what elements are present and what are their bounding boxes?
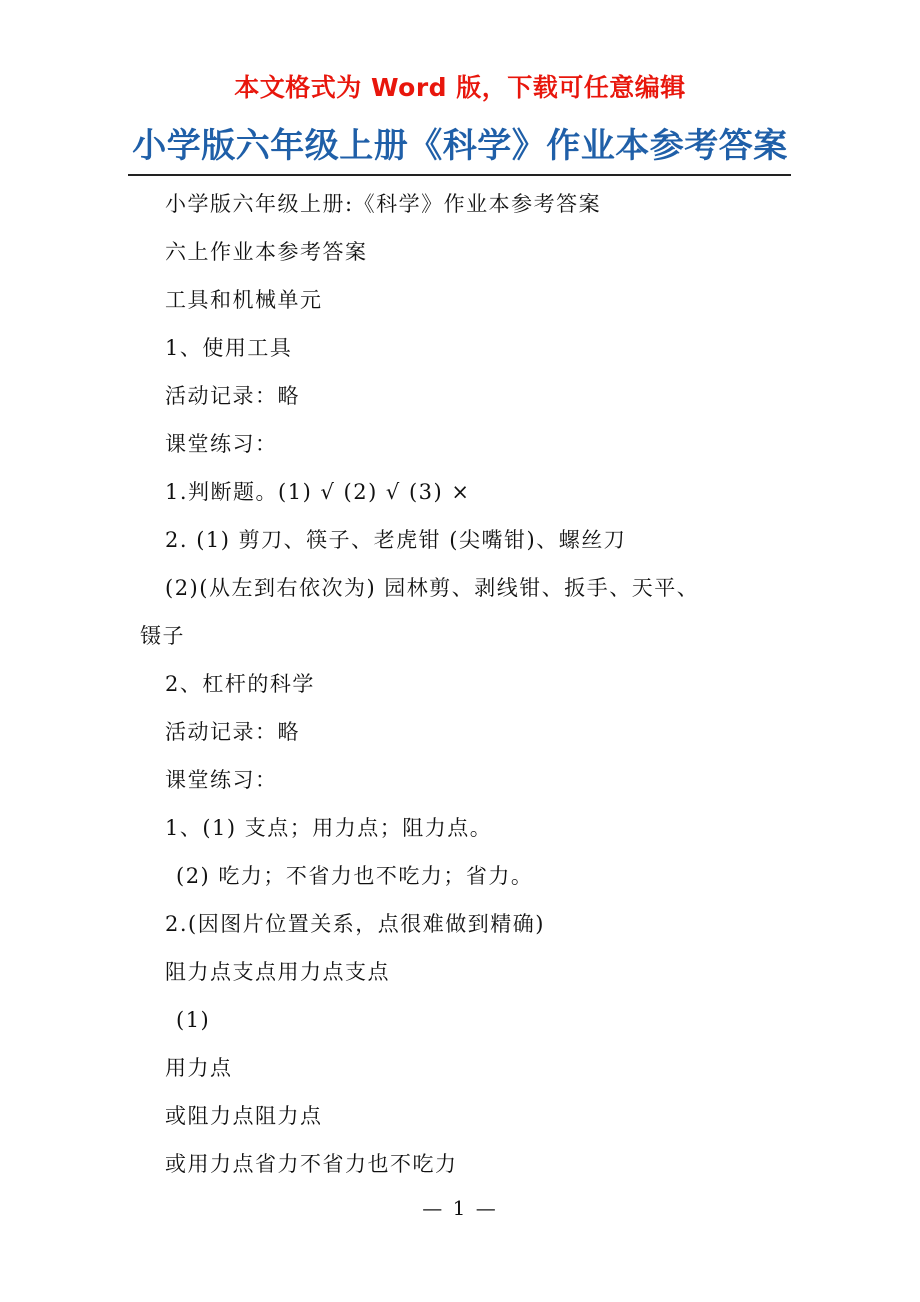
download-banner: 本文格式为 Word 版，下载可任意编辑 — [234, 73, 686, 102]
document-title: 小学版六年级上册《科学》作业本参考答案 — [132, 126, 788, 166]
body-line-continued: 镊子 — [140, 624, 185, 648]
lesson-heading: 1、使用工具 — [165, 336, 293, 360]
body-line: 2. (1) 剪刀、筷子、老虎钳 (尖嘴钳)、螺丝刀 — [165, 528, 627, 552]
body-line: 1.判断题。(1) √ (2) √ (3) × — [165, 480, 471, 504]
body-line: 活动记录：略 — [165, 384, 300, 408]
body-line: 课堂练习： — [165, 432, 278, 456]
body-line: 活动记录：略 — [165, 720, 300, 744]
lesson-heading: 2、杠杆的科学 — [165, 672, 315, 696]
title-divider — [128, 174, 791, 176]
body-line: 阻力点支点用力点支点 — [165, 960, 390, 984]
body-line: (2)(从左到右依次为) 园林剪、剥线钳、扳手、天平、 — [165, 576, 700, 600]
body-line: 1、(1) 支点；用力点；阻力点。 — [165, 816, 493, 840]
page-number: — 1 — — [422, 1196, 498, 1220]
body-line: (2) 吃力；不省力也不吃力；省力。 — [176, 864, 534, 888]
body-line: 六上作业本参考答案 — [165, 240, 368, 264]
body-line: 课堂练习： — [165, 768, 278, 792]
body-line: 用力点 — [165, 1056, 233, 1080]
body-line: 或阻力点阻力点 — [165, 1104, 323, 1128]
body-line: (1) — [176, 1008, 211, 1032]
body-line: 或用力点省力不省力也不吃力 — [165, 1152, 458, 1176]
body-line: 2.(因图片位置关系，点很难做到精确) — [165, 912, 545, 936]
section-heading: 工具和机械单元 — [165, 288, 323, 312]
body-line: 小学版六年级上册:《科学》作业本参考答案 — [165, 192, 602, 216]
